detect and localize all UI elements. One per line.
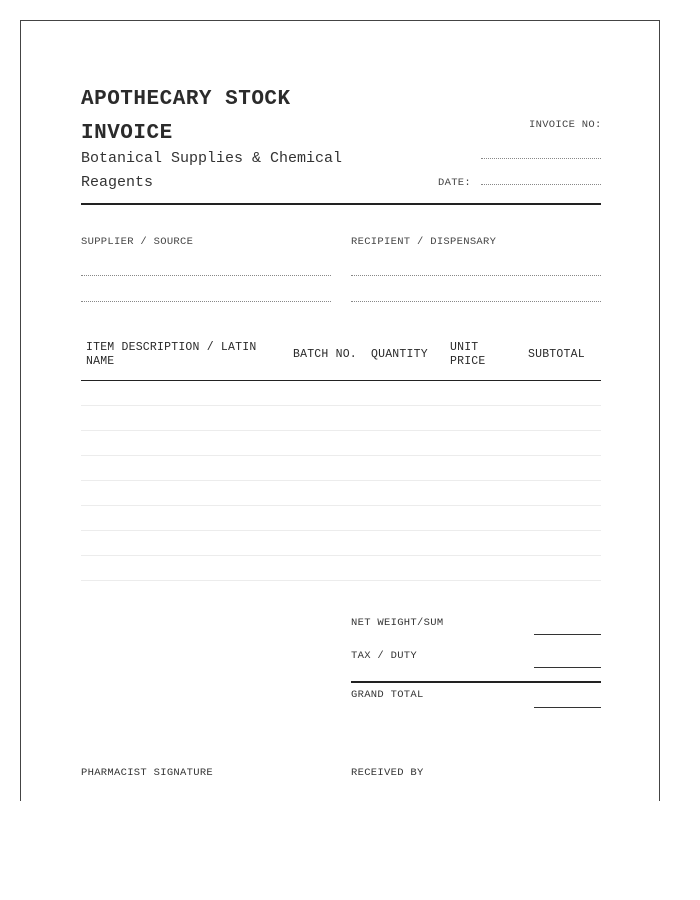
column-header-batch: BATCH NO.: [293, 348, 357, 361]
recipient-label: RECIPIENT / DISPENSARY: [351, 236, 497, 248]
table-row[interactable]: [81, 405, 601, 406]
invoice-sheet: [20, 20, 660, 801]
supplier-field-line-1[interactable]: [81, 275, 331, 276]
recipient-field-line-2[interactable]: [351, 301, 601, 302]
table-row[interactable]: [81, 505, 601, 506]
column-header-description: ITEM DESCRIPTION / LATIN NAME: [86, 341, 257, 368]
grand-total-divider: [351, 681, 601, 683]
date-label: DATE:: [438, 177, 472, 189]
grand-total-field[interactable]: [534, 707, 601, 708]
table-header-divider: [81, 380, 601, 381]
invoice-title: APOTHECARY STOCK INVOICE: [81, 88, 291, 145]
column-header-unit-price: UNIT PRICE: [450, 341, 486, 368]
column-header-quantity: QUANTITY: [371, 348, 428, 361]
tax-duty-field[interactable]: [534, 667, 601, 668]
grand-total-label: GRAND TOTAL: [351, 689, 424, 701]
table-row[interactable]: [81, 555, 601, 556]
received-by-label: RECEIVED BY: [351, 767, 424, 779]
invoice-subtitle: Botanical Supplies & Chemical Reagents: [81, 150, 343, 191]
table-row[interactable]: [81, 580, 601, 581]
table-row[interactable]: [81, 455, 601, 456]
recipient-field-line-1[interactable]: [351, 275, 601, 276]
invoice-no-field[interactable]: [481, 158, 601, 159]
supplier-field-line-2[interactable]: [81, 301, 331, 302]
table-row[interactable]: [81, 430, 601, 431]
invoice-no-label: INVOICE NO:: [529, 119, 602, 131]
pharmacist-signature-label: PHARMACIST SIGNATURE: [81, 767, 214, 779]
tax-duty-label: TAX / DUTY: [351, 650, 418, 662]
net-weight-label: NET WEIGHT/SUM: [351, 617, 444, 629]
supplier-label: SUPPLIER / SOURCE: [81, 236, 194, 248]
date-field[interactable]: [481, 184, 601, 185]
net-weight-field[interactable]: [534, 634, 601, 635]
table-row[interactable]: [81, 530, 601, 531]
header-divider: [81, 203, 601, 205]
table-row[interactable]: [81, 480, 601, 481]
column-header-subtotal: SUBTOTAL: [528, 348, 585, 361]
